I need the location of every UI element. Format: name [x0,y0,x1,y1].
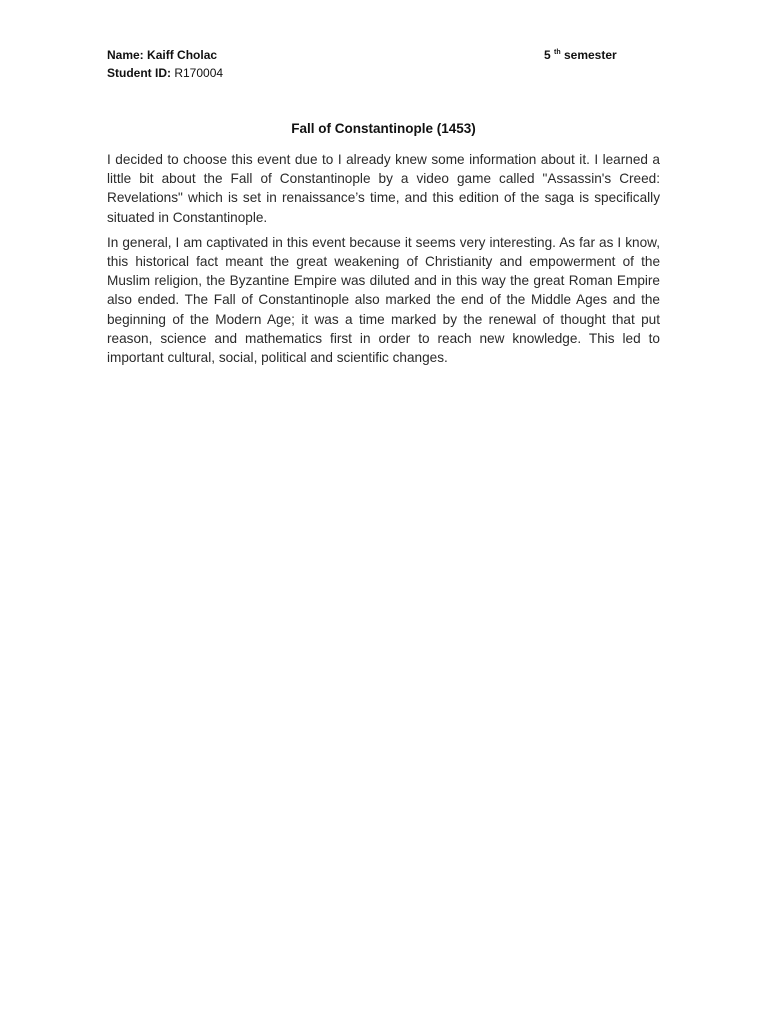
semester-number: 5 [544,48,551,62]
name-value: Kaiff Cholac [147,48,218,62]
student-name-line [107,46,223,64]
semester-suffix: th [554,49,561,56]
document-title: Fall of Constantinople (1453) [291,121,476,136]
student-id-label: Student ID: [107,66,171,80]
student-info [107,46,223,82]
semester-info [544,46,617,64]
document-body [107,150,660,373]
paragraph-2: In general, I am captivated in this event because it seems very interesting. As far as I know, this historical fact meant the great weakening of Christianity and empowerment of the Muslim religion, the Byzantine Empire was diluted and in this way the great Roman Empire also ended. The Fall of Constantinople also marked the end of the Middle Ages and the beginning of the Modern Age; it was a time marked by the renewal of thought that put reason, science and mathematics first in order to reach new knowledge. This led to important cultural, social, political and scientific changes. [107,234,660,366]
paragraph-1: I decided to choose this event due to I already knew some information about it. I learned a little bit about the Fall of Constantinople by a video game called "Assassin's Creed: Revelations" which is set in renaissance’s time, and this edition of the saga is specifically situated in Constantinople. [107,152,660,225]
name-label: Name: [107,48,144,62]
student-id-line [107,64,223,82]
student-id-value: R170004 [174,66,224,80]
semester-word: semester [563,48,617,62]
